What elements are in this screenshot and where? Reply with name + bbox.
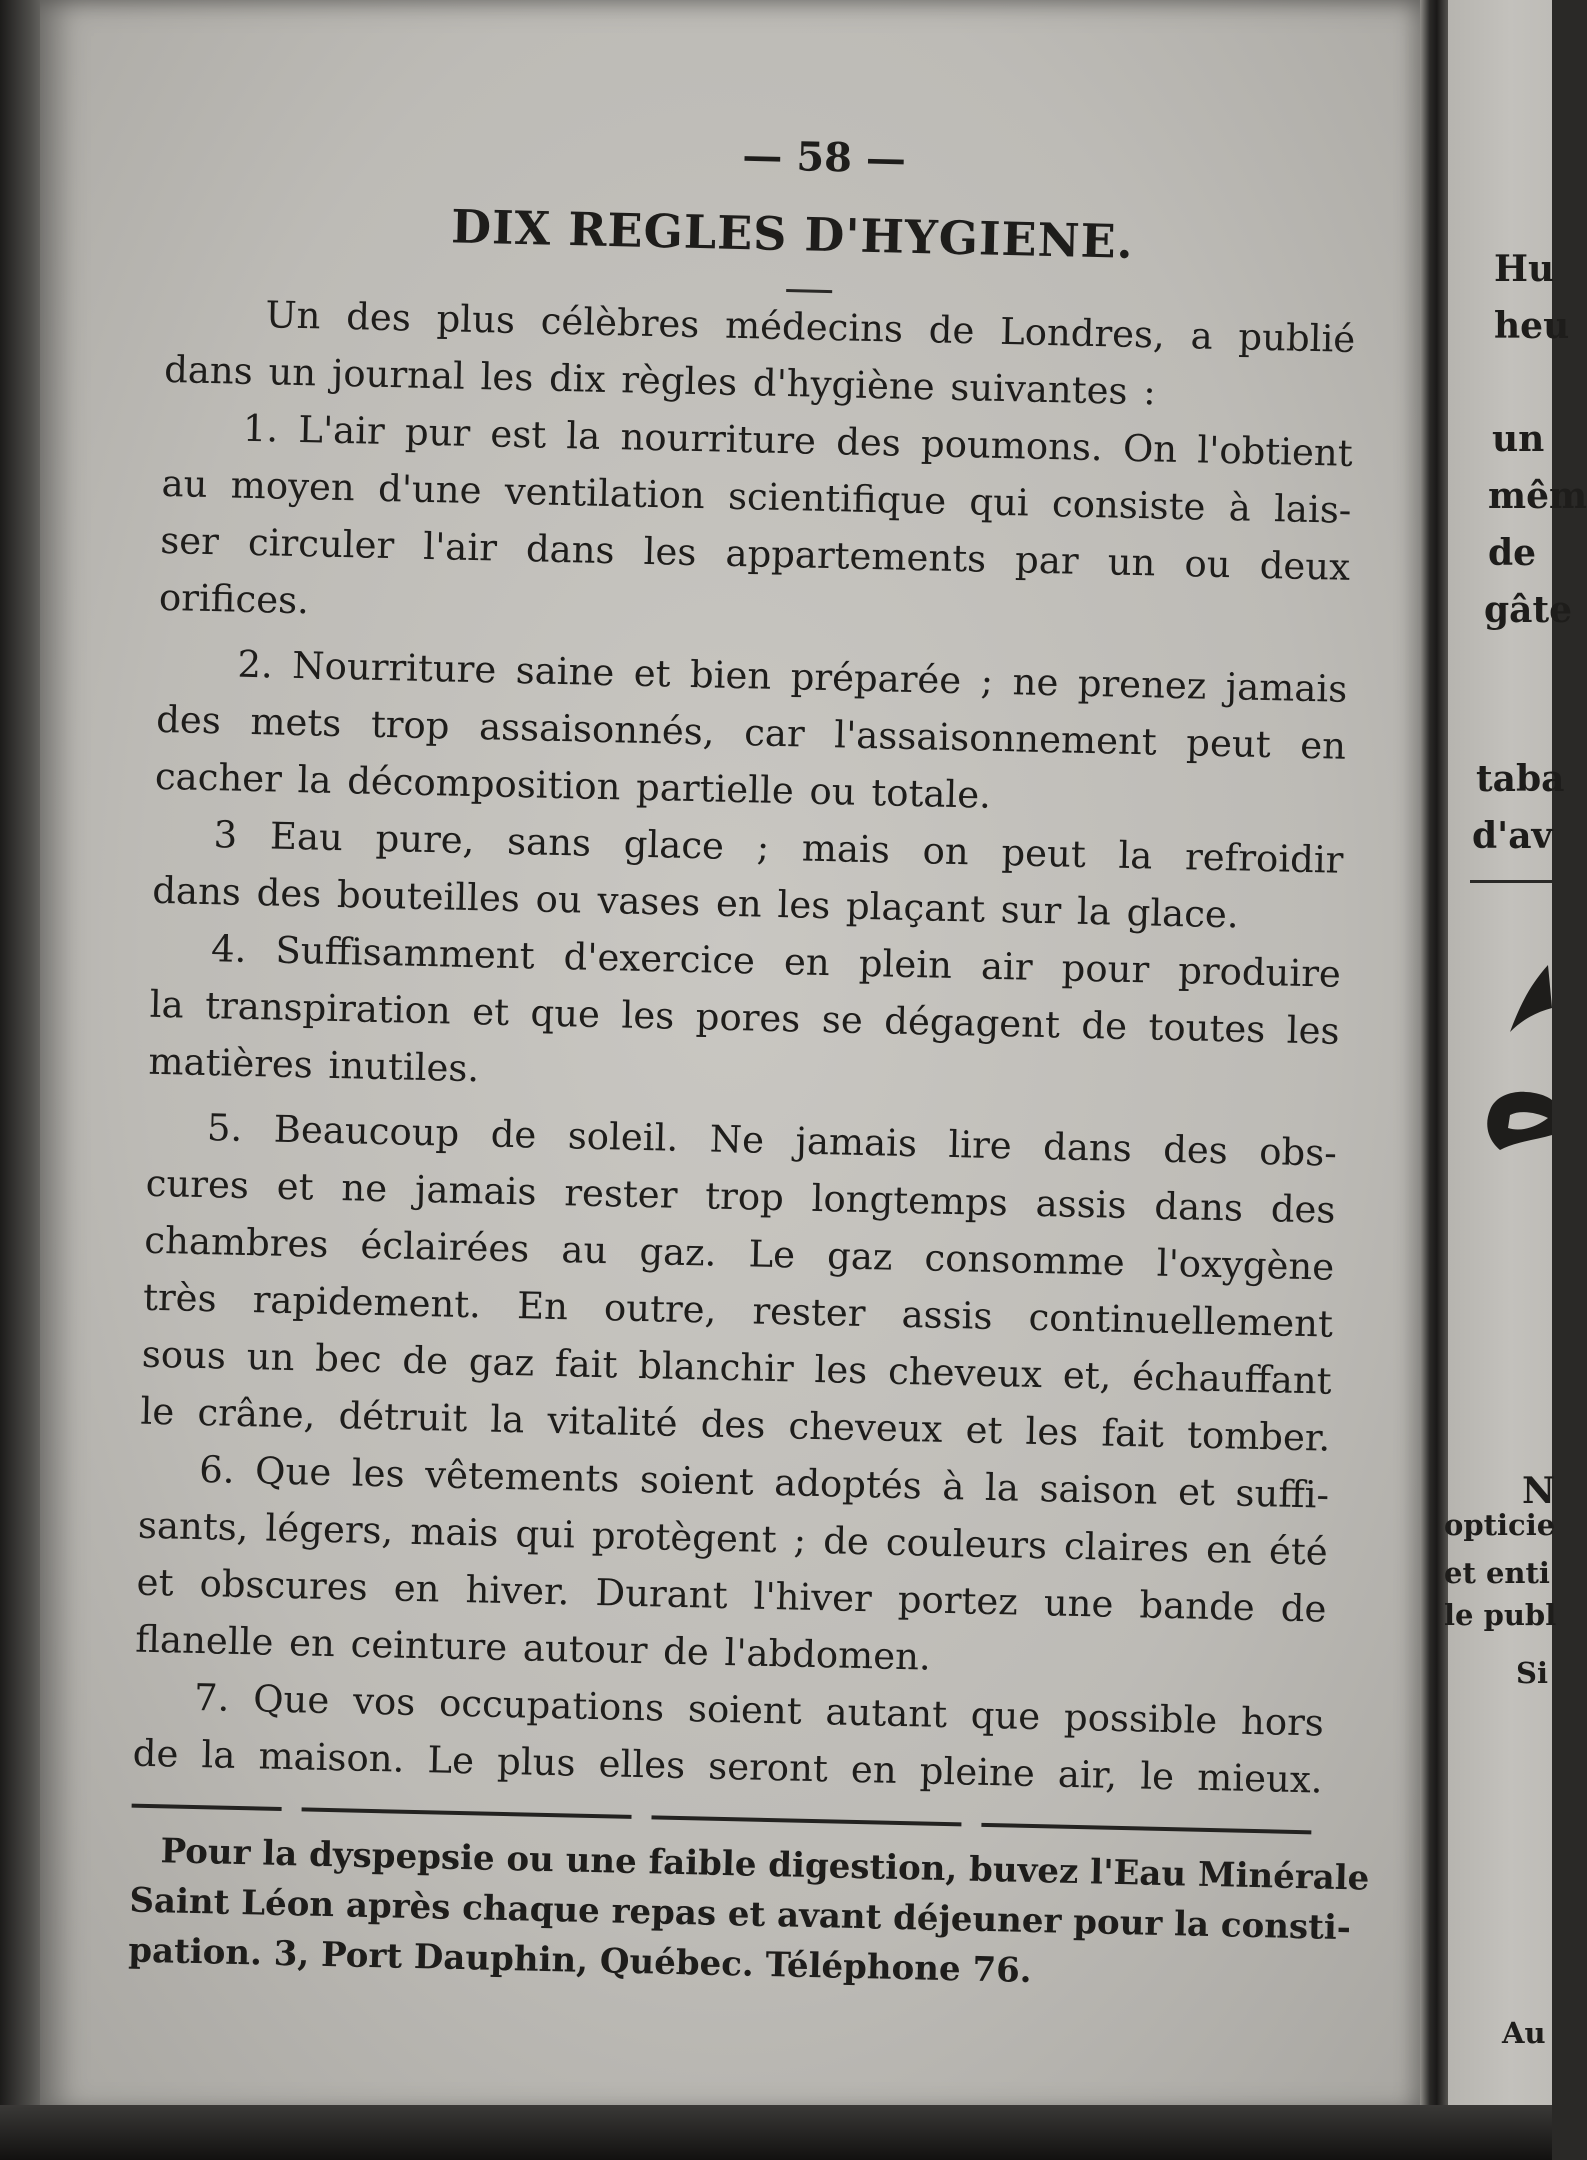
rule-line: 7. Que vos occupations soient autant que possible hors <box>193 1675 1325 1745</box>
title-underline <box>786 289 832 293</box>
advertisement-line: Saint Léon après chaque repas et avant déjeuner pour la consti- <box>129 1880 1352 1949</box>
rule-line: 3 Eau pure, sans glace ; mais on peut la refroidir <box>213 813 1344 882</box>
next-page-fragment: de <box>1488 532 1537 574</box>
advertisement <box>127 1826 1370 2003</box>
rule-1 <box>158 398 1353 653</box>
rule-line: 2. Nourriture saine et bien préparée ; ne prenez jamais <box>237 642 1348 711</box>
divider-segment <box>132 1804 282 1811</box>
rule-line: le crâne, détruit la vitalité des cheveux et les fait tomber. <box>140 1389 1331 1460</box>
divider-segment <box>651 1815 961 1826</box>
ornament-icon <box>1480 1080 1552 1160</box>
rule-line: 5. Beaucoup de soleil. Ne jamais lire dans des obs- <box>206 1106 1338 1175</box>
rule-line: 4. Suffisamment d'exercice en plein air pour produire <box>210 927 1342 996</box>
next-page-fragment: le publ <box>1444 1598 1557 1632</box>
rule-line: sants, légers, mais qui protègent ; de couleurs claires en été <box>137 1503 1329 1574</box>
page-text-block <box>127 115 1370 2003</box>
next-page-fragment: Hu <box>1494 248 1555 290</box>
rule-6 <box>135 1440 1330 1695</box>
next-page-fragment: un <box>1492 418 1545 460</box>
rule-line: dans des bouteilles ou vases en les plaçant sur la glace. <box>151 868 1240 937</box>
rule-line: flanelle en ceinture autour de l'abdomen. <box>134 1617 932 1679</box>
rule-line: matières inutiles. <box>148 1039 480 1091</box>
next-page-fragment: Si <box>1516 1656 1548 1690</box>
next-page-fragment: et enti <box>1444 1556 1550 1590</box>
page-title: DIX REGLES D'HYGIENE. <box>450 199 1135 269</box>
rule-line: de la maison. Le plus elles seront en pleine air, le mieux. <box>132 1731 1324 1802</box>
rule-line: la transpiration et que les pores se dégagent de toutes les <box>149 982 1341 1053</box>
rule-4 <box>148 919 1342 1117</box>
advertisement-line: Pour la dyspepsie ou une faible digestion, buvez l'Eau Minérale <box>160 1831 1370 1899</box>
book-gutter <box>1420 0 1448 2160</box>
next-page-fragment: opticie <box>1444 1508 1556 1542</box>
page-bottom-shadow <box>0 2105 1552 2160</box>
rule-line: ser circuler l'air dans les appartements par un ou deux <box>159 518 1351 589</box>
rule-line: au moyen d'une ventilation scientifique qui consiste à lais- <box>161 461 1352 532</box>
rule-line: et obscures en hiver. Durant l'hiver portez une bande de <box>136 1560 1327 1631</box>
intro-line: dans un journal les dix règles d'hygiène suivantes : <box>163 347 1157 414</box>
divider-segment <box>302 1807 632 1818</box>
next-page-fragment: taba <box>1476 758 1565 800</box>
next-page-fragment: d'av <box>1472 815 1553 857</box>
rule-5 <box>140 1098 1337 1467</box>
divider-segment <box>981 1823 1311 1834</box>
advertisement-line: pation. 3, Port Dauphin, Québec. Téléphone 76. <box>127 1930 1033 1992</box>
next-page-rule <box>1470 880 1552 883</box>
next-page-fragment: gâte <box>1484 589 1573 631</box>
rule-line: orifices. <box>158 575 310 623</box>
page-number: — 58 — <box>741 132 907 183</box>
rule-line: très rapidement. En outre, rester assis continuellement <box>142 1275 1334 1346</box>
rule-line: cacher la décomposition partielle ou totale. <box>154 754 992 817</box>
next-page-fragment: heu <box>1494 305 1570 347</box>
rule-line: 6. Que les vêtements soient adoptés à la saison et suffi- <box>198 1448 1330 1517</box>
rule-line: chambres éclairées au gaz. Le gaz consomme l'oxygène <box>143 1218 1335 1289</box>
rule-2 <box>154 634 1348 832</box>
ornament-icon <box>1500 960 1552 1040</box>
rule-line: sous un bec de gaz fait blanchir les cheveux et, échauffant <box>141 1332 1333 1403</box>
rule-line: des mets trop assaisonnés, car l'assaisonnement peut en <box>155 697 1347 768</box>
next-page-fragment: Au <box>1502 2016 1546 2050</box>
next-page-fragment: mêm <box>1488 475 1587 517</box>
intro-line: Un des plus célèbres médecins de Londres, a publié <box>265 293 1356 361</box>
next-page-fragment: N <box>1522 1470 1555 1512</box>
rule-line: 1. L'air pur est la nourriture des poumons. On l'obtient <box>242 406 1354 475</box>
rule-line: cures et ne jamais rester trop longtemps assis dans des <box>145 1161 1336 1232</box>
